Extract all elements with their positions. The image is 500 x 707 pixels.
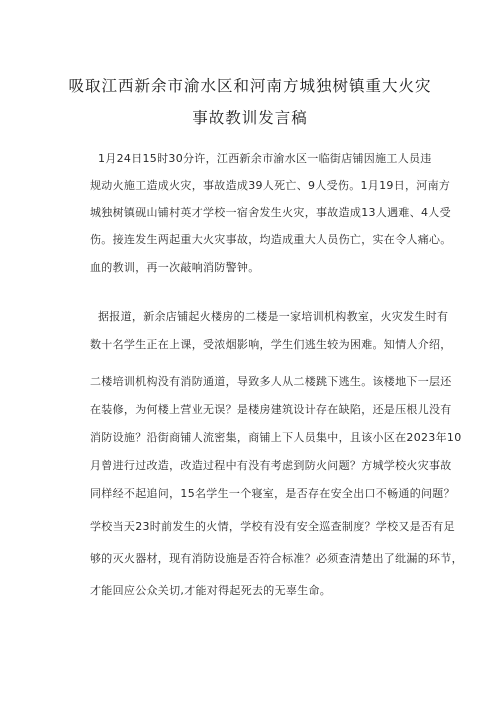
paragraph-line: 月曾进行过改造，改造过程中有没有考虑到防火问题？方城学校火灾事故 (90, 459, 452, 472)
paragraph-line: 够的灭火器材，现有消防设施是否符合标准？必须查清楚出了纰漏的环节， (90, 552, 463, 565)
paragraph-line: 学校当天23时前发生的火情，学校有没有安全巡查制度？学校又是否有足 (90, 520, 455, 533)
paragraph-line: 消防设施？沿街商铺人流密集，商铺上下人员集中，且该小区在2023年10 (90, 431, 462, 444)
paragraph-line: 同样经不起追问，15名学生一个寝室，是否存在安全出口不畅通的问题？ (90, 487, 455, 500)
document-title-line-2: 事故教训发言稿 (192, 109, 308, 127)
paragraph-line: 二楼培训机构没有消防通道，导致多人从二楼跳下逃生。该楼地下一层还 (90, 375, 452, 388)
paragraph-line: 数十名学生正在上课，受浓烟影响，学生们逃生较为困难。知情人介绍， (90, 338, 452, 351)
paragraph-line: 才能回应公众关切,才能对得起死去的无辜生命。 (90, 584, 332, 597)
paragraph-line: 在装修，为何楼上营业无误？是楼房建筑设计存在缺陷，还是压根儿没有 (90, 403, 452, 416)
document-title-line-1: 吸取江西新余市渝水区和河南方城独树镇重大火灾 (68, 77, 432, 95)
paragraph-line: 规动火施工造成火灾，事故造成39人死亡、9人受伤。1月19日，河南方 (90, 179, 451, 192)
paragraph-line: 血的教训，再一次敲响消防警钟。 (90, 261, 260, 274)
paragraph-line: 据报道，新余店铺起火楼房的二楼是一家培训机构教室，火灾发生时有 (98, 310, 449, 323)
paragraph-line: 1月24日15时30分许，江西新余市渝水区一临街店铺因施工人员违 (98, 152, 432, 165)
paragraph-line: 城独树镇砚山铺村英才学校一宿舍发生火灾，事故造成13人遇难、4人受 (90, 206, 451, 219)
paragraph-line: 伤。接连发生两起重大火灾事故，均造成重大人员伤亡，实在令人痛心。 (90, 233, 452, 246)
